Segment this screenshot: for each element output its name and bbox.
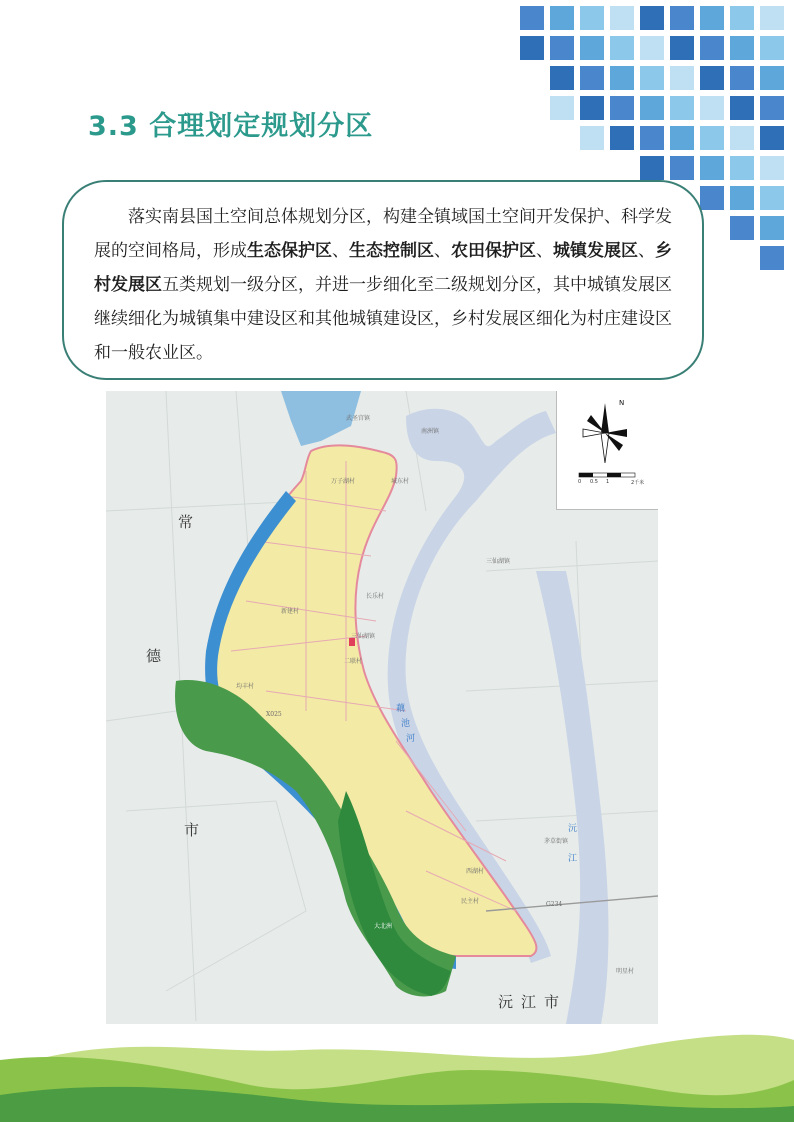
region-label: 江 [521, 993, 537, 1011]
place-label: 明星村 [616, 968, 635, 975]
place-label: 茅草街镇 [544, 838, 569, 845]
intro-text-segment: 落实南县国土空间总体规划分区，构建全镇域国土空间开发保护、科学发展的空间格局，形成 [94, 207, 672, 261]
place-label: 新建村 [281, 608, 300, 615]
zone-term-ecological-control: 生态控制区 [349, 241, 434, 261]
decorative-square [640, 6, 664, 30]
town-name-label: 三仙湖镇 [351, 633, 376, 640]
decorative-square [700, 96, 724, 120]
decorative-square [670, 36, 694, 60]
region-label: 常 [178, 513, 194, 531]
intro-text-segment: 、 [536, 241, 553, 261]
intro-paragraph [94, 200, 672, 370]
decorative-hills [0, 1010, 794, 1122]
compass-rose-icon [557, 391, 658, 509]
decorative-square [700, 156, 724, 180]
decorative-square [580, 66, 604, 90]
river-label: 河 [406, 734, 416, 744]
decorative-square [550, 96, 574, 120]
decorative-square [700, 126, 724, 150]
scale-tick: 0 [578, 479, 582, 485]
road-label: X025 [266, 711, 282, 718]
place-label: 二联村 [344, 658, 363, 665]
region-label: 市 [544, 993, 560, 1011]
place-label: 城东村 [391, 478, 410, 485]
decorative-square [730, 186, 754, 210]
zone-term-rural-development: 乡村发展区 [94, 241, 672, 295]
decorative-square [730, 156, 754, 180]
scale-tick: 2千米 [631, 480, 645, 486]
intro-text-segment: 、 [434, 241, 451, 261]
zone-term-farmland-protection: 农田保护区 [451, 241, 536, 261]
zone-term-ecological-protection: 生态保护区 [247, 241, 332, 261]
decorative-square [760, 6, 784, 30]
place-label: 西湖村 [466, 868, 485, 875]
decorative-square [730, 6, 754, 30]
decorative-square [730, 66, 754, 90]
section-heading: 3.3 合理划定规划分区 [88, 111, 374, 142]
decorative-square [760, 36, 784, 60]
place-label: 均丰村 [236, 683, 255, 690]
compass-north-label: N [619, 399, 625, 407]
region-label: 德 [146, 647, 162, 665]
decorative-square [670, 6, 694, 30]
decorative-square [700, 6, 724, 30]
decorative-square [730, 126, 754, 150]
decorative-square [760, 156, 784, 180]
river-label: 沅 [568, 824, 578, 834]
scale-tick: 1 [606, 479, 610, 485]
intro-text-segment: 、 [332, 241, 349, 261]
river-label: 藕 [396, 704, 406, 714]
place-label: 万子湖村 [331, 478, 356, 485]
intro-text-segment: 五类规划一级分区，并进一步细化至二级规划分区，其中城镇发展区继续细化为城镇集中建设区和其他城镇建设区，乡村发展区细化为村庄建设区和一般农业区。 [94, 275, 672, 363]
decorative-square [610, 36, 634, 60]
decorative-square [610, 6, 634, 30]
decorative-square [640, 36, 664, 60]
decorative-square [760, 96, 784, 120]
decorative-square [580, 36, 604, 60]
decorative-square [610, 96, 634, 120]
place-label: 南洲镇 [421, 428, 440, 435]
compass-scale-panel [556, 391, 658, 510]
decorative-square [640, 96, 664, 120]
zoning-map [106, 391, 658, 1024]
decorative-square [520, 6, 544, 30]
decorative-square [670, 156, 694, 180]
decorative-square [640, 66, 664, 90]
decorative-square [580, 6, 604, 30]
decorative-square [760, 246, 784, 270]
place-label: 民主村 [461, 898, 480, 905]
decorative-square [760, 216, 784, 240]
road-label: G234 [546, 901, 563, 908]
decorative-square [550, 36, 574, 60]
decorative-square [730, 96, 754, 120]
river-label: 江 [568, 854, 578, 864]
decorative-square [700, 186, 724, 210]
decorative-square [610, 126, 634, 150]
decorative-square [580, 96, 604, 120]
place-label: 武圣宫镇 [346, 415, 371, 422]
decorative-square [640, 156, 664, 180]
decorative-square [760, 126, 784, 150]
intro-text-segment: 、 [638, 241, 655, 261]
decorative-square [700, 66, 724, 90]
place-label: 三仙湖镇 [486, 558, 511, 565]
scale-tick: 0.5 [590, 479, 598, 485]
decorative-square [550, 6, 574, 30]
decorative-square [730, 36, 754, 60]
decorative-square [610, 66, 634, 90]
decorative-square [730, 216, 754, 240]
decorative-square [700, 36, 724, 60]
decorative-square [760, 186, 784, 210]
intro-box [62, 180, 704, 380]
decorative-square [580, 126, 604, 150]
decorative-square [520, 36, 544, 60]
zone-term-urban-development: 城镇发展区 [553, 241, 638, 261]
decorative-square [640, 126, 664, 150]
decorative-square [670, 126, 694, 150]
decorative-square [670, 96, 694, 120]
region-label: 市 [184, 821, 200, 839]
place-label: 大北洲 [374, 923, 393, 930]
region-label: 沅 [498, 993, 514, 1011]
decorative-square [670, 66, 694, 90]
decorative-square [760, 66, 784, 90]
river-label: 池 [401, 719, 411, 729]
place-label: 长乐村 [366, 593, 385, 600]
decorative-square [550, 66, 574, 90]
